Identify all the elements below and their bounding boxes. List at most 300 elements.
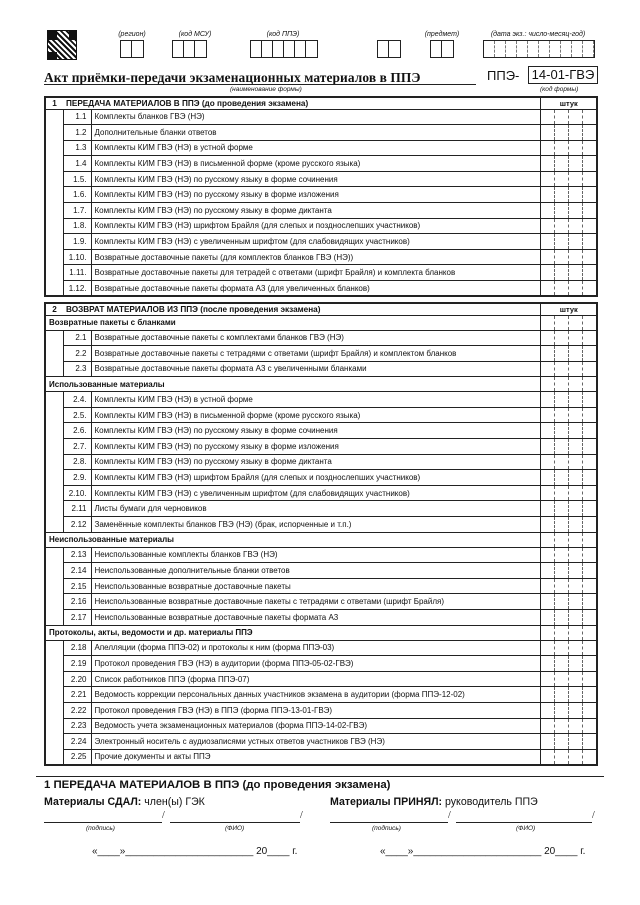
count-cell[interactable] — [583, 594, 597, 610]
row-label: Возвратные доставочные пакеты (для комплектов бланков ГВЭ (НЭ)) — [91, 249, 541, 265]
count-cell[interactable] — [569, 470, 583, 486]
table-row — [45, 234, 597, 250]
count-cell[interactable] — [555, 315, 569, 330]
count-cell[interactable] — [569, 610, 583, 626]
count-cell[interactable] — [555, 454, 569, 470]
row-label: Комплекты КИМ ГВЭ (НЭ) по русскому языку в форме изложения — [91, 187, 541, 203]
row-label: Возвратные доставочные пакеты формата А3 (для увеличенных бланков) — [91, 281, 541, 297]
right-date[interactable]: «____»_______________________ 20____ г. — [380, 846, 586, 857]
count-cell[interactable] — [541, 687, 555, 703]
left-fio-caption: (ФИО) — [225, 825, 245, 832]
count-cell[interactable] — [541, 265, 555, 281]
count-cell[interactable] — [583, 656, 597, 672]
row-margin — [45, 470, 63, 486]
count-cell[interactable] — [555, 687, 569, 703]
count-cell[interactable] — [583, 702, 597, 718]
count-cell[interactable] — [541, 749, 555, 765]
count-cell[interactable] — [555, 439, 569, 455]
count-cell[interactable] — [569, 156, 583, 172]
count-cell[interactable] — [569, 625, 583, 640]
row-number: 2.23 — [63, 718, 91, 734]
table-row — [45, 392, 597, 408]
section-1-table — [44, 96, 598, 297]
footer-divider — [36, 776, 604, 777]
row-margin — [45, 578, 63, 594]
count-cell[interactable] — [555, 485, 569, 501]
row-label: Комплекты КИМ ГВЭ (НЭ) по русскому языку в форме диктанта — [91, 454, 541, 470]
table-row — [45, 671, 597, 687]
row-number: 2.1 — [63, 330, 91, 346]
count-cell[interactable] — [583, 171, 597, 187]
count-cell[interactable] — [555, 547, 569, 563]
msu-code-cells[interactable] — [172, 40, 207, 58]
table-row — [45, 156, 597, 172]
count-cell[interactable] — [555, 734, 569, 750]
row-margin — [45, 610, 63, 626]
table-row — [45, 346, 597, 362]
row-margin — [45, 156, 63, 172]
row-margin — [45, 361, 63, 377]
count-cell[interactable] — [569, 439, 583, 455]
count-cell[interactable] — [569, 485, 583, 501]
count-cell[interactable] — [569, 423, 583, 439]
count-cell[interactable] — [569, 734, 583, 750]
count-cell[interactable] — [569, 346, 583, 362]
received-label — [330, 796, 538, 808]
count-cell[interactable] — [583, 346, 597, 362]
row-margin — [45, 125, 63, 141]
count-cell[interactable] — [541, 330, 555, 346]
count-cell[interactable] — [569, 187, 583, 203]
count-cell[interactable] — [541, 218, 555, 234]
count-cell[interactable] — [555, 218, 569, 234]
count-cell[interactable] — [541, 702, 555, 718]
count-cell[interactable] — [569, 718, 583, 734]
count-cell[interactable] — [541, 281, 555, 297]
row-label: Неиспользованные возвратные доставочные пакеты формата А3 — [91, 610, 541, 626]
count-cell[interactable] — [583, 625, 597, 640]
section-2-number: 2 — [45, 303, 63, 315]
count-cell[interactable] — [583, 563, 597, 579]
row-label: Ведомость коррекции персональных данных участников экзамена в аудитории (форма ППЭ-12-02) — [91, 687, 541, 703]
table-row — [45, 594, 597, 610]
section-1-header — [45, 97, 597, 109]
row-margin — [45, 330, 63, 346]
count-cell[interactable] — [583, 392, 597, 408]
count-cell[interactable] — [569, 234, 583, 250]
table-row — [45, 470, 597, 486]
caption-subject: (предмет) — [424, 31, 460, 38]
count-cell[interactable] — [541, 187, 555, 203]
count-cell[interactable] — [583, 156, 597, 172]
row-margin — [45, 749, 63, 765]
table-row — [45, 547, 597, 563]
count-cell[interactable] — [555, 610, 569, 626]
count-cell[interactable] — [569, 361, 583, 377]
row-margin — [45, 265, 63, 281]
row-number: 2.11 — [63, 501, 91, 517]
count-cell[interactable] — [555, 718, 569, 734]
row-label: Возвратные доставочные пакеты формата А3 с увеличенными бланками — [91, 361, 541, 377]
table-row — [45, 454, 597, 470]
row-label: Комплекты бланков ГВЭ (НЭ) — [91, 109, 541, 125]
row-number: 2.16 — [63, 594, 91, 610]
count-cell[interactable] — [555, 563, 569, 579]
count-cell[interactable] — [541, 454, 555, 470]
row-number: 2.21 — [63, 687, 91, 703]
count-cell[interactable] — [555, 265, 569, 281]
count-cell[interactable] — [541, 439, 555, 455]
count-cell[interactable] — [583, 749, 597, 765]
count-cell[interactable] — [569, 377, 583, 392]
row-label: Неиспользованные возвратные доставочные пакеты — [91, 578, 541, 594]
count-cell[interactable] — [555, 125, 569, 141]
left-fio-line[interactable] — [170, 822, 300, 823]
count-cell[interactable] — [555, 140, 569, 156]
row-margin — [45, 249, 63, 265]
row-label: Комплекты КИМ ГВЭ (НЭ) шрифтом Брайля (для слепых и позднослепших участников) — [91, 218, 541, 234]
handed-over-bold: Материалы СДАЛ: — [44, 796, 142, 808]
table-row — [45, 517, 597, 533]
count-cell[interactable] — [555, 156, 569, 172]
count-cell[interactable] — [583, 330, 597, 346]
count-cell[interactable] — [541, 718, 555, 734]
row-label: Комплекты КИМ ГВЭ (НЭ) в устной форме — [91, 392, 541, 408]
count-cell[interactable] — [555, 187, 569, 203]
section-1-unit: штук — [541, 97, 597, 109]
table-row — [45, 203, 597, 219]
row-label: Протокол проведения ГВЭ (НЭ) в аудитории (форма ППЭ-05-02-ГВЭ) — [91, 656, 541, 672]
count-cell[interactable] — [569, 454, 583, 470]
row-margin — [45, 407, 63, 423]
row-label: Заменённые комплекты бланков ГВЭ (НЭ) (брак, испорченные и т.п.) — [91, 517, 541, 533]
count-cell[interactable] — [541, 656, 555, 672]
count-cell[interactable] — [555, 517, 569, 533]
count-cell[interactable] — [555, 656, 569, 672]
row-number: 2.6. — [63, 423, 91, 439]
count-cell[interactable] — [555, 501, 569, 517]
qr-code-icon — [47, 30, 77, 60]
row-number: 2.3 — [63, 361, 91, 377]
count-cell[interactable] — [583, 218, 597, 234]
count-cell[interactable] — [569, 517, 583, 533]
row-number: 2.4. — [63, 392, 91, 408]
count-cell[interactable] — [541, 203, 555, 219]
count-cell[interactable] — [569, 687, 583, 703]
table-row — [45, 187, 597, 203]
count-cell[interactable] — [541, 594, 555, 610]
table-row — [45, 140, 597, 156]
table-row — [45, 109, 597, 125]
count-cell[interactable] — [569, 594, 583, 610]
count-cell[interactable] — [555, 361, 569, 377]
count-cell[interactable] — [569, 578, 583, 594]
count-cell[interactable] — [583, 439, 597, 455]
row-label: Ведомость учета экзаменационных материалов (форма ППЭ-14-02-ГВЭ) — [91, 718, 541, 734]
count-cell[interactable] — [555, 234, 569, 250]
row-label: Неиспользованные возвратные доставочные пакеты с тетрадями с ответами (шрифт Брайля) — [91, 594, 541, 610]
count-cell[interactable] — [569, 330, 583, 346]
table-row — [45, 265, 597, 281]
count-cell[interactable] — [583, 671, 597, 687]
left-slash-end: / — [300, 810, 303, 821]
row-margin — [45, 109, 63, 125]
count-cell[interactable] — [583, 140, 597, 156]
count-cell[interactable] — [541, 361, 555, 377]
count-cell[interactable] — [583, 361, 597, 377]
count-cell[interactable] — [541, 346, 555, 362]
count-cell[interactable] — [541, 125, 555, 141]
count-cell[interactable] — [541, 423, 555, 439]
row-number: 2.25 — [63, 749, 91, 765]
left-slash: / — [162, 810, 165, 821]
row-margin — [45, 718, 63, 734]
count-cell[interactable] — [569, 532, 583, 547]
row-margin — [45, 392, 63, 408]
count-cell[interactable] — [541, 625, 555, 640]
section-1-number: 1 — [45, 97, 63, 109]
count-cell[interactable] — [583, 547, 597, 563]
count-cell[interactable] — [541, 377, 555, 392]
count-cell[interactable] — [541, 407, 555, 423]
count-cell[interactable] — [541, 234, 555, 250]
row-margin — [45, 734, 63, 750]
count-cell[interactable] — [541, 563, 555, 579]
row-margin — [45, 517, 63, 533]
row-margin — [45, 140, 63, 156]
count-cell[interactable] — [583, 423, 597, 439]
count-cell[interactable] — [541, 109, 555, 125]
row-label: Неиспользованные дополнительные бланки ответов — [91, 563, 541, 579]
row-number: 2.5. — [63, 407, 91, 423]
count-cell[interactable] — [569, 281, 583, 297]
count-cell[interactable] — [583, 249, 597, 265]
table-row — [45, 563, 597, 579]
row-number: 1.2 — [63, 125, 91, 141]
group-title: Возвратные пакеты с бланками — [45, 315, 541, 330]
count-cell[interactable] — [569, 392, 583, 408]
count-cell[interactable] — [541, 517, 555, 533]
count-cell[interactable] — [555, 392, 569, 408]
count-cell[interactable] — [541, 315, 555, 330]
count-cell[interactable] — [541, 485, 555, 501]
count-cell[interactable] — [541, 171, 555, 187]
footer-title: 1 ПЕРЕДАЧА МАТЕРИАЛОВ В ППЭ (до проведения экзамена) — [44, 779, 391, 791]
count-cell[interactable] — [541, 140, 555, 156]
count-cell[interactable] — [555, 594, 569, 610]
count-cell[interactable] — [583, 265, 597, 281]
count-cell[interactable] — [583, 485, 597, 501]
count-cell[interactable] — [583, 718, 597, 734]
count-cell[interactable] — [569, 547, 583, 563]
count-cell[interactable] — [583, 532, 597, 547]
count-cell[interactable] — [569, 265, 583, 281]
row-number: 2.13 — [63, 547, 91, 563]
count-cell[interactable] — [569, 315, 583, 330]
row-number: 2.18 — [63, 640, 91, 656]
count-cell[interactable] — [569, 640, 583, 656]
count-cell[interactable] — [569, 109, 583, 125]
count-cell[interactable] — [583, 377, 597, 392]
count-cell[interactable] — [583, 640, 597, 656]
count-cell[interactable] — [569, 125, 583, 141]
row-label: Комплекты КИМ ГВЭ (НЭ) по русскому языку в форме диктанта — [91, 203, 541, 219]
handed-over-role: член(ы) ГЭК — [141, 796, 205, 808]
row-label: Неиспользованные комплекты бланков ГВЭ (НЭ) — [91, 547, 541, 563]
count-cell[interactable] — [569, 749, 583, 765]
row-margin — [45, 501, 63, 517]
row-label: Возвратные доставочные пакеты с комплектами бланков ГВЭ (НЭ) — [91, 330, 541, 346]
form-code: 14-01-ГВЭ — [528, 66, 598, 84]
count-cell[interactable] — [541, 734, 555, 750]
count-cell[interactable] — [555, 281, 569, 297]
count-cell[interactable] — [555, 407, 569, 423]
row-number: 2.12 — [63, 517, 91, 533]
count-cell[interactable] — [555, 330, 569, 346]
right-slash: / — [448, 810, 451, 821]
count-cell[interactable] — [569, 218, 583, 234]
count-cell[interactable] — [569, 140, 583, 156]
count-cell[interactable] — [541, 640, 555, 656]
title-caption: (наименование формы) — [230, 86, 302, 93]
count-cell[interactable] — [583, 610, 597, 626]
count-cell[interactable] — [583, 501, 597, 517]
count-cell[interactable] — [569, 671, 583, 687]
row-margin — [45, 656, 63, 672]
row-margin — [45, 485, 63, 501]
left-signature-line[interactable] — [44, 822, 162, 823]
row-label: Комплекты КИМ ГВЭ (НЭ) в устной форме — [91, 140, 541, 156]
count-cell[interactable] — [555, 470, 569, 486]
row-number: 2.24 — [63, 734, 91, 750]
count-cell[interactable] — [569, 563, 583, 579]
row-number: 1.3 — [63, 140, 91, 156]
count-cell[interactable] — [583, 315, 597, 330]
count-cell[interactable] — [583, 687, 597, 703]
count-cell[interactable] — [555, 625, 569, 640]
subject-code-cells[interactable] — [377, 40, 401, 58]
count-cell[interactable] — [583, 109, 597, 125]
group-header — [45, 532, 597, 547]
row-number: 2.20 — [63, 671, 91, 687]
count-cell[interactable] — [555, 203, 569, 219]
count-cell[interactable] — [541, 578, 555, 594]
received-role: руководитель ППЭ — [442, 796, 538, 808]
table-row — [45, 218, 597, 234]
count-cell[interactable] — [541, 610, 555, 626]
right-fio-line[interactable] — [456, 822, 592, 823]
count-cell[interactable] — [569, 656, 583, 672]
count-cell[interactable] — [583, 407, 597, 423]
count-cell[interactable] — [555, 249, 569, 265]
group-header — [45, 625, 597, 640]
count-cell[interactable] — [555, 109, 569, 125]
table-row — [45, 749, 597, 765]
count-cell[interactable] — [583, 234, 597, 250]
count-cell[interactable] — [541, 671, 555, 687]
row-margin — [45, 234, 63, 250]
count-cell[interactable] — [583, 517, 597, 533]
count-cell[interactable] — [569, 203, 583, 219]
row-number: 1.7. — [63, 203, 91, 219]
count-cell[interactable] — [541, 392, 555, 408]
row-margin — [45, 640, 63, 656]
count-cell[interactable] — [541, 501, 555, 517]
table-row — [45, 361, 597, 377]
table-row — [45, 640, 597, 656]
row-label: Апелляции (форма ППЭ-02) и протоколы к ним (форма ППЭ-03) — [91, 640, 541, 656]
count-cell[interactable] — [555, 377, 569, 392]
row-number: 1.1 — [63, 109, 91, 125]
region-code-cells[interactable] — [120, 40, 144, 58]
caption-msu: (код МСУ) — [178, 31, 212, 38]
ppe-code-cells[interactable] — [250, 40, 318, 58]
left-date[interactable]: «____»_______________________ 20____ г. — [92, 846, 298, 857]
exam-date-cells[interactable] — [483, 40, 595, 58]
row-margin — [45, 594, 63, 610]
group-title: Использованные материалы — [45, 377, 541, 392]
right-fio-caption: (ФИО) — [516, 825, 536, 832]
count-cell[interactable] — [541, 547, 555, 563]
count-cell[interactable] — [569, 407, 583, 423]
count-cell[interactable] — [541, 532, 555, 547]
row-number: 2.9. — [63, 470, 91, 486]
count-cell[interactable] — [555, 532, 569, 547]
count-cell[interactable] — [555, 671, 569, 687]
count-cell[interactable] — [555, 346, 569, 362]
count-cell[interactable] — [555, 749, 569, 765]
count-cell[interactable] — [583, 281, 597, 297]
count-cell[interactable] — [569, 171, 583, 187]
count-cell[interactable] — [583, 578, 597, 594]
count-cell[interactable] — [583, 734, 597, 750]
count-cell[interactable] — [569, 249, 583, 265]
count-cell[interactable] — [583, 187, 597, 203]
title-underline — [44, 84, 476, 85]
group-header — [45, 315, 597, 330]
count-cell[interactable] — [569, 702, 583, 718]
row-margin — [45, 203, 63, 219]
left-sign-caption: (подпись) — [86, 825, 115, 832]
count-cell[interactable] — [555, 423, 569, 439]
page-title: Акт приёмки-передачи экзаменационных материалов в ППЭ — [44, 70, 421, 85]
count-cell[interactable] — [569, 501, 583, 517]
count-cell[interactable] — [555, 578, 569, 594]
count-cell[interactable] — [541, 156, 555, 172]
row-label: Комплекты КИМ ГВЭ (НЭ) в письменной форме (кроме русского языка) — [91, 156, 541, 172]
table-row — [45, 423, 597, 439]
table-row — [45, 718, 597, 734]
row-label: Комплекты КИМ ГВЭ (НЭ) по русскому языку в форме сочинения — [91, 171, 541, 187]
count-cell[interactable] — [555, 171, 569, 187]
table-row — [45, 439, 597, 455]
count-cell[interactable] — [583, 125, 597, 141]
count-cell[interactable] — [583, 470, 597, 486]
count-cell[interactable] — [555, 702, 569, 718]
count-cell[interactable] — [541, 249, 555, 265]
section-2-unit: штук — [541, 303, 597, 315]
right-signature-line[interactable] — [330, 822, 448, 823]
count-cell[interactable] — [541, 470, 555, 486]
table-row — [45, 485, 597, 501]
count-cell[interactable] — [583, 203, 597, 219]
count-cell[interactable] — [583, 454, 597, 470]
subject-name-cells[interactable] — [430, 40, 454, 58]
row-label: Дополнительные бланки ответов — [91, 125, 541, 141]
row-number: 2.19 — [63, 656, 91, 672]
count-cell[interactable] — [555, 640, 569, 656]
row-margin — [45, 346, 63, 362]
